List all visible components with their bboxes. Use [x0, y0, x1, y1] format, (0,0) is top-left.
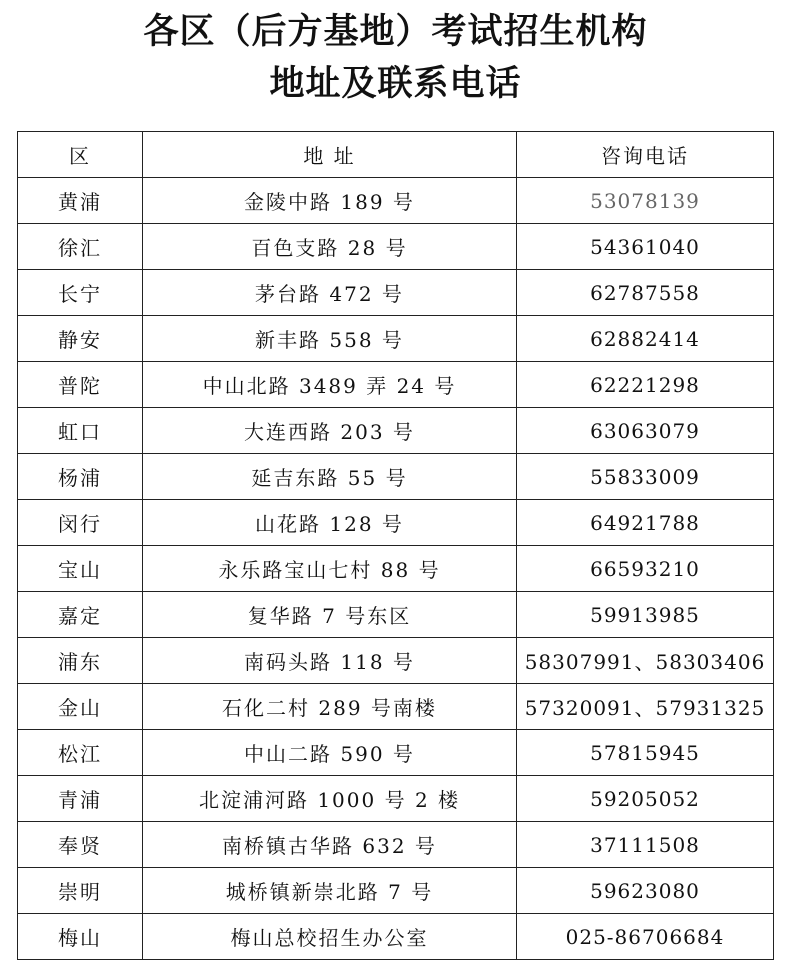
- address-table: [17, 131, 774, 960]
- table-row: [18, 408, 774, 454]
- district-cell: 青浦: [18, 776, 143, 822]
- phone-cell: 59623080: [517, 868, 774, 914]
- table-row: [18, 684, 774, 730]
- address-cell: 南码头路 118 号: [143, 638, 517, 684]
- address-cell: 城桥镇新崇北路 7 号: [143, 868, 517, 914]
- address-cell: 复华路 7 号东区: [143, 592, 517, 638]
- address-cell: 北淀浦河路 1000 号 2 楼: [143, 776, 517, 822]
- table-header: [18, 132, 774, 178]
- phone-cell: 59913985: [517, 592, 774, 638]
- address-cell: 延吉东路 55 号: [143, 454, 517, 500]
- address-cell: 石化二村 289 号南楼: [143, 684, 517, 730]
- address-cell: 山花路 128 号: [143, 500, 517, 546]
- phone-cell: 37111508: [517, 822, 774, 868]
- phone-cell: 57815945: [517, 730, 774, 776]
- table-row: [18, 316, 774, 362]
- title-line-2: 地址及联系电话: [269, 64, 522, 104]
- phone-cell: 53078139: [517, 178, 774, 224]
- district-cell: 奉贤: [18, 822, 143, 868]
- phone-cell: 66593210: [517, 546, 774, 592]
- phone-cell: 62787558: [517, 270, 774, 316]
- district-cell: 静安: [18, 316, 143, 362]
- table-row: [18, 914, 774, 960]
- header-district: 区: [18, 132, 143, 178]
- table-row: [18, 178, 774, 224]
- table-row: [18, 500, 774, 546]
- address-cell: 金陵中路 189 号: [143, 178, 517, 224]
- address-cell: 南桥镇古华路 632 号: [143, 822, 517, 868]
- district-cell: 宝山: [18, 546, 143, 592]
- address-cell: 百色支路 28 号: [143, 224, 517, 270]
- phone-cell: 62221298: [517, 362, 774, 408]
- header-address: 地 址: [143, 132, 517, 178]
- district-cell: 闵行: [18, 500, 143, 546]
- table-body: [18, 178, 774, 960]
- district-cell: 嘉定: [18, 592, 143, 638]
- district-cell: 杨浦: [18, 454, 143, 500]
- phone-cell: 55833009: [517, 454, 774, 500]
- phone-cell: 57320091、57931325: [517, 684, 774, 730]
- district-cell: 崇明: [18, 868, 143, 914]
- page-title: [0, 6, 791, 110]
- table-row: [18, 776, 774, 822]
- table-row: [18, 730, 774, 776]
- address-cell: 中山北路 3489 弄 24 号: [143, 362, 517, 408]
- phone-cell: 63063079: [517, 408, 774, 454]
- address-cell: 大连西路 203 号: [143, 408, 517, 454]
- table-row: [18, 868, 774, 914]
- phone-cell: 58307991、58303406: [517, 638, 774, 684]
- table-row: [18, 224, 774, 270]
- district-cell: 金山: [18, 684, 143, 730]
- district-cell: 徐汇: [18, 224, 143, 270]
- address-cell: 永乐路宝山七村 88 号: [143, 546, 517, 592]
- header-phone: 咨询电话: [517, 132, 774, 178]
- phone-cell: 025-86706684: [517, 914, 774, 960]
- district-cell: 梅山: [18, 914, 143, 960]
- address-cell: 新丰路 558 号: [143, 316, 517, 362]
- district-cell: 虹口: [18, 408, 143, 454]
- district-cell: 浦东: [18, 638, 143, 684]
- phone-cell: 64921788: [517, 500, 774, 546]
- table-row: [18, 362, 774, 408]
- table-row: [18, 822, 774, 868]
- title-line-1: 各区（后方基地）考试招生机构: [143, 12, 648, 52]
- table-row: [18, 270, 774, 316]
- address-cell: 梅山总校招生办公室: [143, 914, 517, 960]
- phone-cell: 59205052: [517, 776, 774, 822]
- table-row: [18, 546, 774, 592]
- table-row: [18, 638, 774, 684]
- phone-cell: 54361040: [517, 224, 774, 270]
- district-cell: 长宁: [18, 270, 143, 316]
- district-cell: 松江: [18, 730, 143, 776]
- address-cell: 茅台路 472 号: [143, 270, 517, 316]
- header-row: [18, 132, 774, 178]
- table-row: [18, 592, 774, 638]
- address-cell: 中山二路 590 号: [143, 730, 517, 776]
- phone-cell: 62882414: [517, 316, 774, 362]
- district-cell: 黄浦: [18, 178, 143, 224]
- table-row: [18, 454, 774, 500]
- district-cell: 普陀: [18, 362, 143, 408]
